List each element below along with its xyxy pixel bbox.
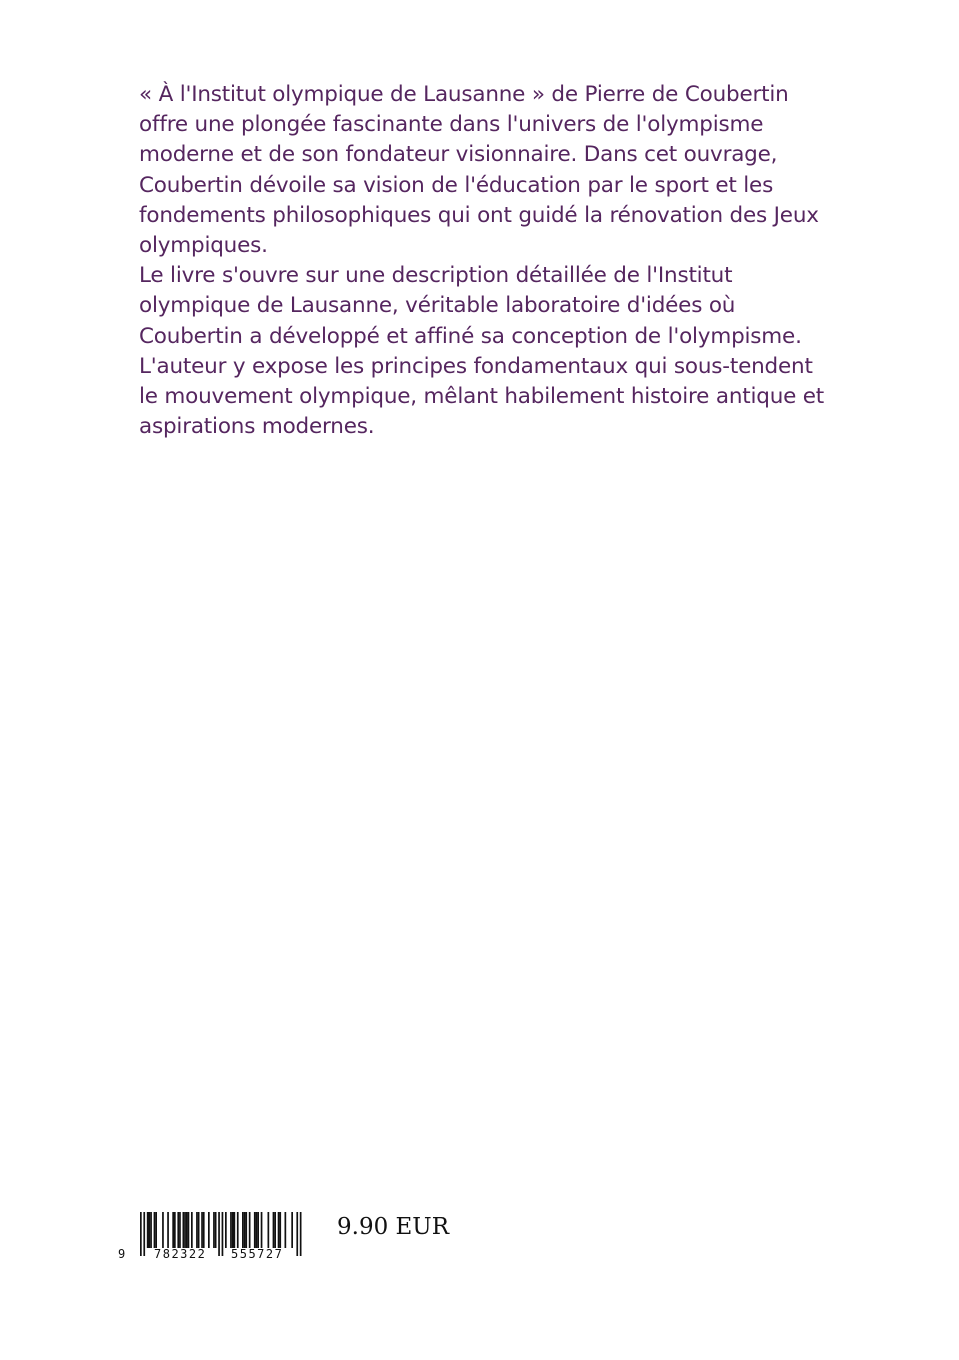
barcode-bar [230, 1212, 232, 1248]
barcode-bar [218, 1212, 220, 1256]
barcode-bar [147, 1212, 149, 1248]
barcode-bar [150, 1212, 152, 1248]
barcode-bar [222, 1212, 224, 1256]
barcode-bar [172, 1212, 174, 1248]
barcode-bar [215, 1212, 217, 1248]
barcode-bar [249, 1212, 251, 1248]
barcode-bar [149, 1212, 151, 1248]
barcode-bar [300, 1212, 302, 1256]
barcode-bar [254, 1212, 256, 1248]
barcode-bar [186, 1212, 188, 1248]
barcode-first-digit: 9 [118, 1247, 127, 1261]
barcode-bar [183, 1212, 185, 1248]
barcode-bar [179, 1212, 181, 1248]
barcode-bar [162, 1212, 164, 1248]
barcode-bar [279, 1212, 281, 1248]
barcode-bar [245, 1212, 247, 1248]
blurb-line: le mouvement olympique, mêlant habilement histoire antique et [139, 384, 825, 410]
barcode-bar [198, 1212, 200, 1248]
blurb-line: « À l'Institut olympique de Lausanne » de Pierre de Coubertin [139, 82, 789, 107]
barcode-bar [155, 1212, 157, 1248]
barcode-bar [188, 1212, 190, 1248]
blurb-line: olympiques. [139, 233, 268, 259]
blurb-line: olympique de Lausanne, véritable laboratoire d'idées où [139, 293, 736, 319]
barcode-bar [291, 1212, 293, 1248]
barcode-bar [232, 1212, 234, 1248]
barcode-bar [257, 1212, 259, 1248]
barcode-bar [268, 1212, 270, 1248]
barcode-bar [225, 1212, 227, 1248]
barcode-bar [184, 1212, 186, 1248]
blurb-line: fondements philosophiques qui ont guidé la rénovation des Jeux [139, 202, 819, 228]
barcode-bar [244, 1212, 246, 1248]
barcode-bar [285, 1212, 287, 1248]
barcode-bar [191, 1212, 193, 1248]
barcode-bar [167, 1212, 169, 1248]
blurb-line: offre une plongée fascinante dans l'univers de l'olympisme [139, 112, 764, 138]
barcode-bar [143, 1212, 145, 1256]
barcode-right-digits: 555727 [231, 1247, 284, 1261]
barcode-bar [261, 1212, 263, 1248]
barcode-bar [177, 1212, 179, 1248]
barcode-bar [140, 1212, 142, 1256]
barcode-bar [273, 1212, 275, 1248]
barcode-bar [256, 1212, 258, 1248]
barcode-bar [296, 1212, 298, 1256]
blurb-line: Le livre s'ouvre sur une description détaillée de l'Institut [139, 263, 733, 289]
barcode-bar [242, 1212, 244, 1248]
barcode-bar [234, 1212, 236, 1248]
barcode-bar [237, 1212, 239, 1248]
barcode-left-digits: 782322 [154, 1247, 207, 1261]
price-label: 9.90 EUR [337, 1214, 450, 1240]
isbn-barcode [118, 1212, 308, 1262]
barcode-bar [274, 1212, 276, 1248]
barcode-bar [208, 1212, 210, 1248]
blurb-line: Coubertin dévoile sa vision de l'éducation par le sport et les [139, 172, 774, 198]
blurb-line: Coubertin a développé et affiné sa conception de l'olympisme. [139, 323, 802, 349]
barcode-bar [196, 1212, 198, 1248]
barcode-bar [201, 1212, 203, 1248]
barcode-bar [174, 1212, 176, 1248]
back-cover-blurb [139, 80, 839, 442]
barcode-bar [213, 1212, 215, 1248]
barcode-bar [203, 1212, 205, 1248]
blurb-line: L'auteur y expose les principes fondamentaux qui sous-tendent [139, 353, 813, 379]
blurb-line: aspirations modernes. [139, 414, 375, 440]
barcode-bar [278, 1212, 280, 1248]
barcode-bar [154, 1212, 156, 1248]
blurb-line: moderne et de son fondateur visionnaire. Dans cet ouvrage, [139, 142, 778, 168]
